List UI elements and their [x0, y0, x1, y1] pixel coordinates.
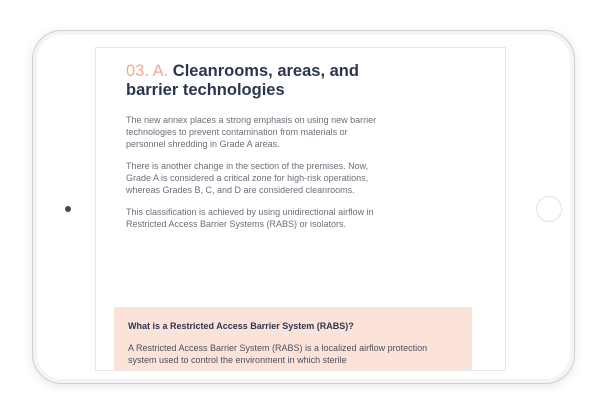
section-heading — [126, 62, 381, 100]
section-number: 03. A. — [126, 62, 169, 80]
tablet-screen[interactable] — [95, 47, 506, 371]
camera-dot — [65, 206, 71, 212]
article-content — [126, 62, 381, 230]
rabs-callout-box — [114, 307, 472, 371]
section-title: Cleanrooms, areas, and barrier technologies — [126, 62, 359, 99]
paragraph-3: This classification is achieved by using unidirectional airflow in Restricted Access Barrier Systems (RABS) or isolators. — [126, 207, 374, 229]
callout-body: A Restricted Access Barrier System (RABS) is a localized airflow protection system used to control the environment in which sterile — [128, 343, 428, 365]
paragraph-2: There is another change in the section of the premises. Now, Grade A is considered a critical zone for high-risk operations, whereas Grades B, C, and D are considered cleanrooms. — [126, 161, 369, 195]
paragraph-1: The new annex places a strong emphasis on using new barrier technologies to prevent contamination from materials or personnel shredding in Grade A areas. — [126, 115, 377, 149]
home-button[interactable] — [536, 196, 562, 222]
callout-title: What is a Restricted Access Barrier System (RABS)? — [128, 321, 354, 331]
